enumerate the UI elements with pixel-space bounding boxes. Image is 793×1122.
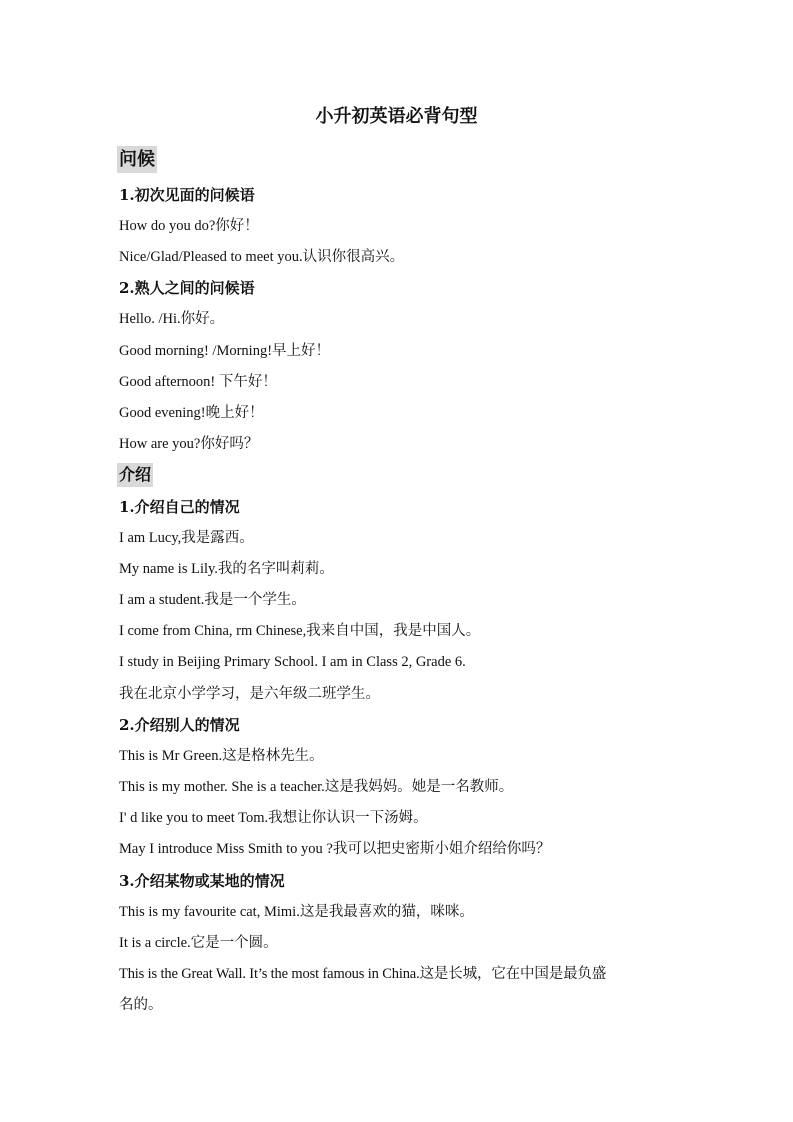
sentence-line: Hello. /Hi.你好。: [119, 311, 225, 327]
sentence-line: May I introduce Miss Smith to you ?我可以把史密斯小姐介绍给你吗？: [119, 841, 551, 857]
sentence-line: How do you do?你好！: [119, 218, 259, 234]
sentence-line: I am Lucy,我是露西。: [119, 530, 254, 546]
subsection-heading-self-intro: 1.介绍自己的情况: [119, 498, 240, 516]
sentence-line: Good afternoon! 下午好！: [119, 374, 277, 390]
sentence-line: I am a student.我是一个学生。: [119, 592, 306, 608]
page-title: 小升初英语必背句型: [315, 106, 478, 127]
sentence-line: 名的。: [119, 997, 163, 1013]
section-heading-introductions: 介绍: [117, 463, 153, 487]
sentence-line: I' d like you to meet Tom.我想让你认识一下汤姆。: [119, 810, 428, 826]
sentence-line: I study in Beijing Primary School. I am in Class 2, Grade 6.: [119, 654, 466, 670]
sentence-line: Nice/Glad/Pleased to meet you.认识你很高兴。: [119, 249, 405, 265]
subsection-heading-first-meeting: 1.初次见面的问候语: [119, 186, 255, 204]
sentence-line: Good morning! /Morning!早上好！: [119, 343, 331, 359]
sentence-line: How are you?你好吗？: [119, 436, 259, 452]
subsection-heading-intro-others: 2.介绍别人的情况: [119, 716, 240, 734]
sentence-line: This is my mother. She is a teacher.这是我妈妈。她是一名教师。: [119, 779, 514, 795]
section-heading-greetings: 问候: [117, 146, 157, 173]
sentence-line: This is my favourite cat, Mimi.这是我最喜欢的猫，咪咪。: [119, 904, 474, 920]
sentence-line: It is a circle.它是一个圆。: [119, 935, 278, 951]
sentence-line: I come from China, rm Chinese,我来自中国，我是中国人。: [119, 623, 481, 639]
subsection-heading-intro-things: 3.介绍某物或某地的情况: [119, 872, 285, 890]
subsection-heading-acquaintance: 2.熟人之间的问候语: [119, 279, 255, 297]
sentence-line: My name is Lily.我的名字叫莉莉。: [119, 561, 334, 577]
sentence-line: Good evening!晚上好！: [119, 405, 264, 421]
sentence-line: This is the Great Wall. It’s the most famous in China.这是长城，它在中国是最负盛: [119, 966, 607, 982]
sentence-line: 我在北京小学学习，是六年级二班学生。: [119, 686, 380, 702]
sentence-line: This is Mr Green.这是格林先生。: [119, 748, 324, 764]
